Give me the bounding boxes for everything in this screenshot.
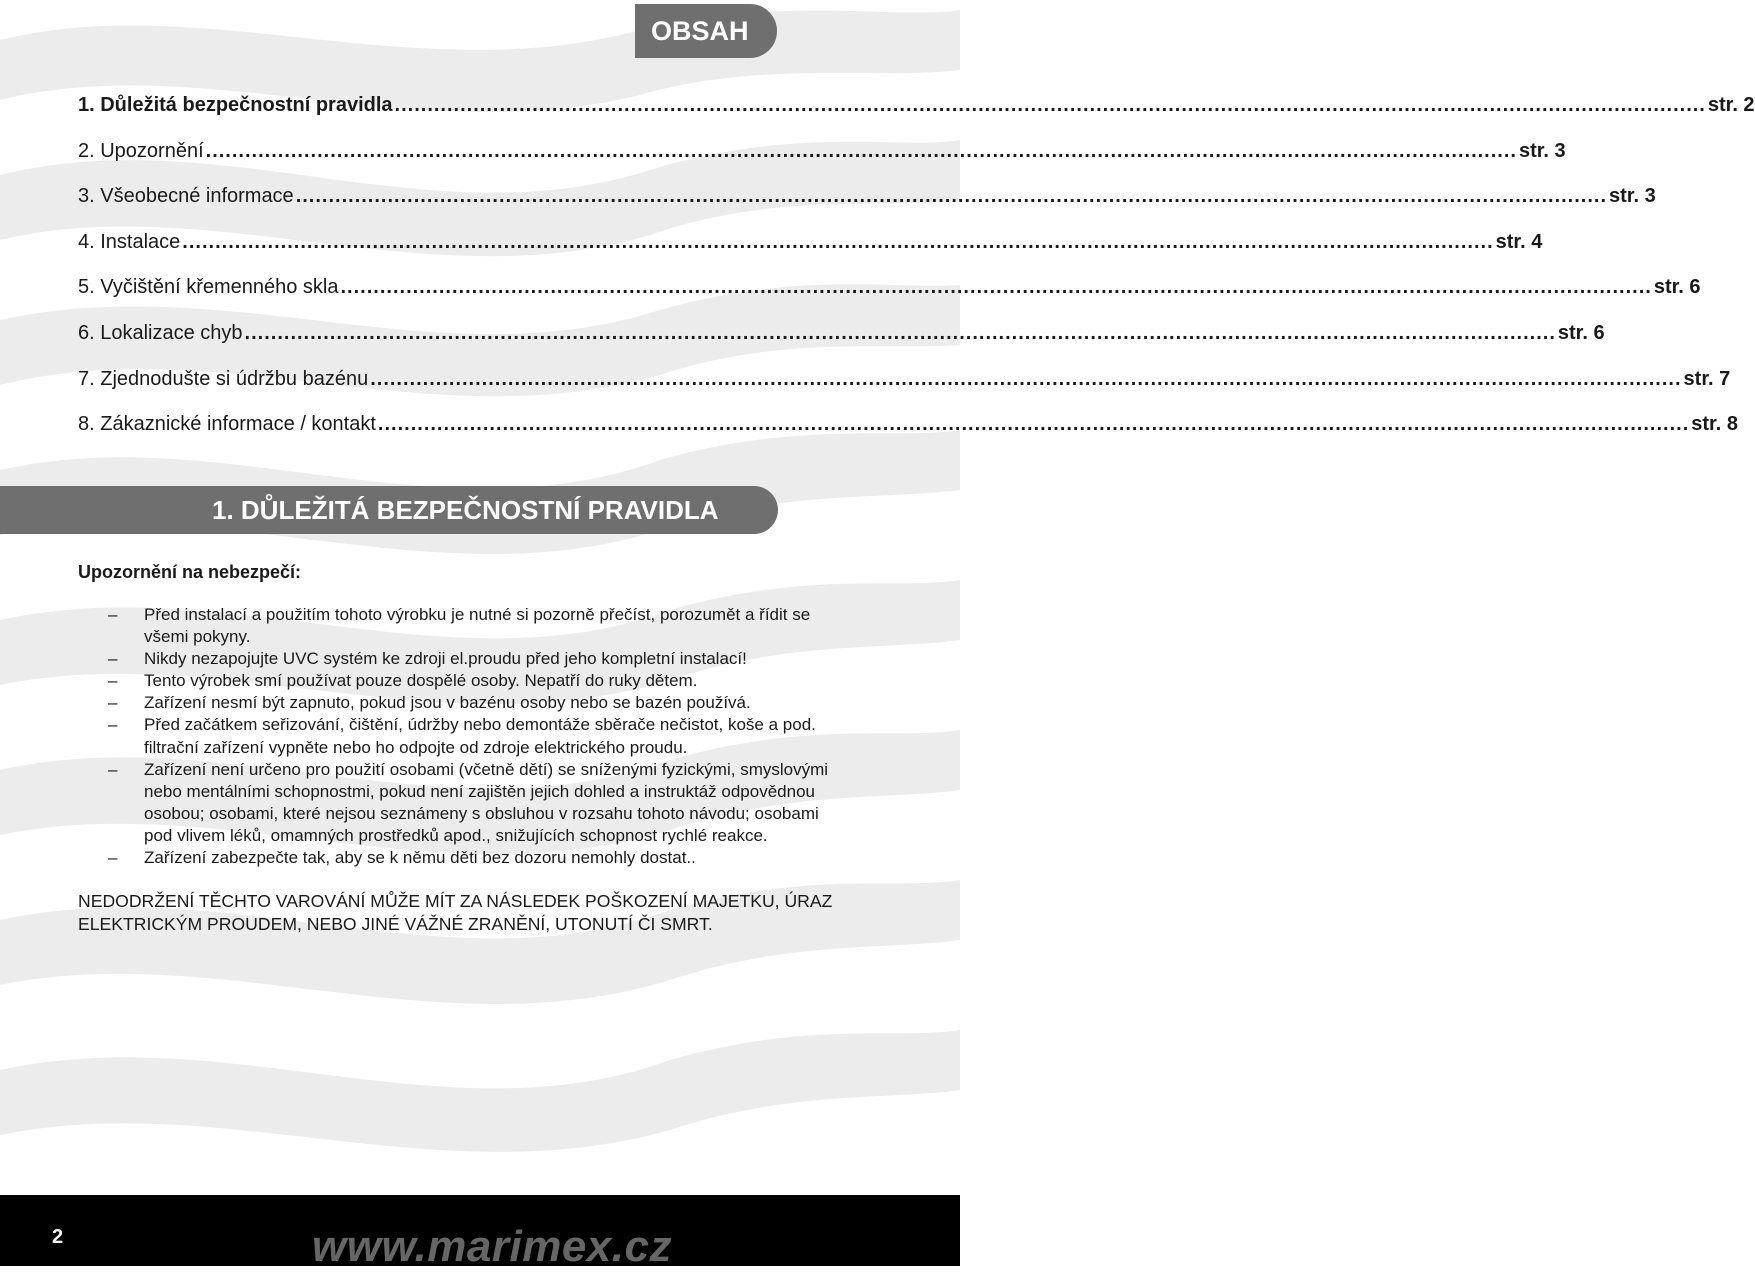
toc-item-title: 1. Důležitá bezpečnostní pravidla <box>78 94 393 116</box>
toc-item[interactable] <box>78 94 1755 140</box>
toc-item[interactable] <box>78 276 1701 322</box>
contents-header-label: OBSAH <box>651 15 749 46</box>
toc-dot-leader: ........................................................................................................................................................................................................ <box>377 413 1690 436</box>
warning-statement <box>78 890 878 935</box>
toc-item-page: str. 6 <box>1557 321 1605 344</box>
toc-item[interactable] <box>78 321 1605 368</box>
safety-rules-list <box>108 604 888 869</box>
bullet-dash: – <box>108 715 118 735</box>
toc-item-page: str. 3 <box>1609 185 1656 208</box>
section-header-bar <box>0 486 778 534</box>
safety-rule-item <box>108 670 888 692</box>
toc-dot-leader: ........................................................................................................................................................................................................ <box>394 94 1706 116</box>
toc-item-page: str. 2 <box>1707 94 1755 116</box>
contents-header-tab <box>635 4 777 58</box>
safety-rule-line: Před instalací a použitím tohoto výrobku je nutné si pozorně přečíst, porozumět a řídit se <box>144 605 811 624</box>
toc-item-title: 5. Vyčištění křemenného skla <box>78 276 339 299</box>
toc-dot-leader: ........................................................................................................................................................................................................ <box>370 367 1682 390</box>
safety-rule-line: nebo mentálními schopnostmi, pokud není zajištěn jejich dohled a instruktáž odpovědnou <box>144 781 815 801</box>
toc-item-page: str. 6 <box>1653 276 1701 299</box>
toc-item[interactable] <box>78 230 1543 277</box>
safety-rule-item <box>108 847 888 869</box>
toc-item-page: str. 3 <box>1518 139 1566 162</box>
section-title: 1. DŮLEŽITÁ BEZPEČNOSTNÍ PRAVIDLA <box>212 495 719 525</box>
safety-rule-item <box>108 759 888 847</box>
toc-item[interactable] <box>78 185 1656 231</box>
safety-rule-line: Před začátkem seřizování, čištění, údržby nebo demontáže sběrače nečistot, koše a pod. <box>144 715 816 735</box>
safety-rule-line: osobou; osobami, které nejsou seznámeny s obsluhou v rozsahu tohoto návodu; osobami <box>144 803 819 823</box>
safety-rule-line: Tento výrobek smí používat pouze dospělé osoby. Nepatří do ruky dětem. <box>144 671 698 691</box>
bullet-dash: – <box>108 759 118 779</box>
page-number: 2 <box>52 1226 64 1248</box>
warning-line: NEDODRŽENÍ TĚCHTO VAROVÁNÍ MŮŽE MÍT ZA NÁSLEDEK POŠKOZENÍ MAJETKU, ÚRAZ <box>78 891 833 911</box>
toc-item-title: 6. Lokalizace chyb <box>78 321 243 344</box>
safety-rule-line: Zařízení zabezpečte tak, aby se k němu děti bez dozoru nemohly dostat.. <box>144 848 696 868</box>
bullet-dash: – <box>108 671 118 691</box>
safety-rule-line: filtrační zařízení vypněte nebo ho odpojte od zdroje elektrického proudu. <box>144 737 688 757</box>
safety-rule-line: Zařízení nesmí být zapnuto, pokud jsou v bazénu osoby nebo se bazén používá. <box>144 693 751 713</box>
toc-item[interactable] <box>78 367 1731 414</box>
bullet-dash: – <box>108 605 118 624</box>
toc-item-title: 7. Zjednodušte si údržbu bazénu <box>78 367 369 390</box>
safety-rule-line: pod vlivem léků, omamných prostředků apod., snižujících schopnost rychlé reakce. <box>144 825 768 845</box>
toc-item[interactable] <box>78 413 1738 459</box>
bullet-dash: – <box>108 693 118 713</box>
website-url[interactable]: www.marimex.cz <box>312 1222 672 1271</box>
toc-item-page: str. 4 <box>1495 230 1543 253</box>
warning-line: ELEKTRICKÝM PROUDEM, NEBO JINÉ VÁŽNÉ ZRANĚNÍ, UTONUTÍ ČI SMRT. <box>78 913 713 934</box>
toc-item-title: 3. Všeobecné informace <box>78 185 294 208</box>
toc-item-title: 8. Zákaznické informace / kontakt <box>78 413 376 436</box>
table-of-contents <box>78 94 1755 459</box>
toc-item-title: 2. Upozornění <box>78 139 204 162</box>
toc-item[interactable] <box>78 139 1566 186</box>
toc-dot-leader: ........................................................................................................................................................................................................ <box>182 230 1494 253</box>
toc-dot-leader: ........................................................................................................................................................................................................ <box>244 321 1556 344</box>
safety-rule-item <box>108 648 888 670</box>
toc-dot-leader: ........................................................................................................................................................................................................ <box>205 139 1517 162</box>
safety-rule-line: Zařízení není určeno pro použití osobami (včetně dětí) se sníženými fyzickými, smyslovými <box>144 759 829 779</box>
toc-item-page: str. 7 <box>1683 367 1731 390</box>
safety-rule-line: všemi pokyny. <box>144 627 251 647</box>
toc-item-page: str. 8 <box>1691 413 1738 436</box>
safety-rule-line: Nikdy nezapojujte UVC systém ke zdroji el.proudu před jeho kompletní instalací! <box>144 649 747 669</box>
bullet-dash: – <box>108 848 118 868</box>
safety-rule-item <box>108 714 888 758</box>
hazard-warning-label: Upozornění na nebezpečí: <box>78 562 302 582</box>
toc-item-title: 4. Instalace <box>78 230 181 253</box>
safety-rule-item <box>108 604 888 648</box>
toc-dot-leader: ........................................................................................................................................................................................................ <box>340 276 1652 299</box>
toc-dot-leader: ........................................................................................................................................................................................................ <box>295 185 1608 208</box>
safety-rule-item <box>108 692 888 714</box>
bullet-dash: – <box>108 649 118 669</box>
